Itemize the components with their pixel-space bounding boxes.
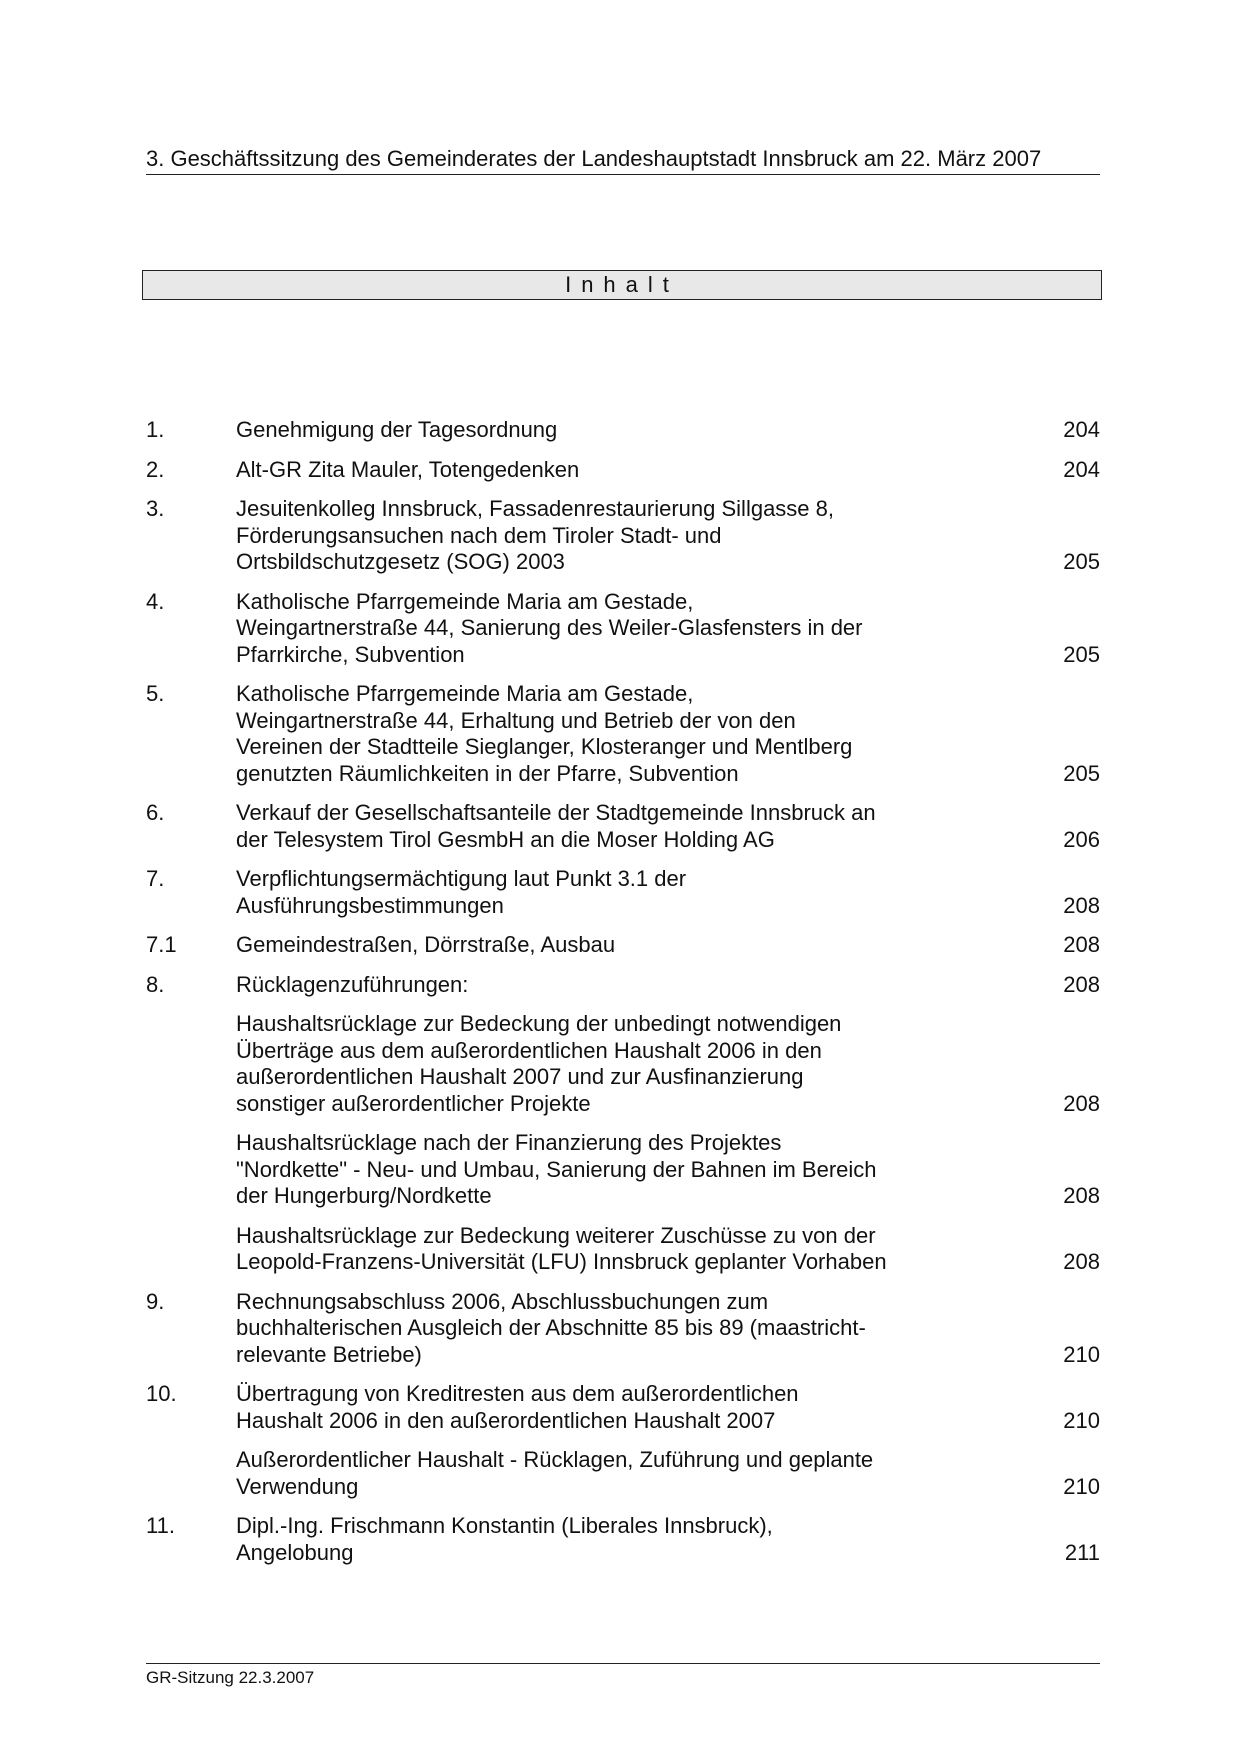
- toc-entry-line: "Nordkette" - Neu- und Umbau, Sanierung der Bahnen im Bereich: [236, 1156, 877, 1182]
- toc-entry-line: Weingartnerstraße 44, Sanierung des Weiler-Glasfensters in der: [236, 615, 863, 640]
- toc-entry-page: 208: [1063, 1183, 1100, 1208]
- toc-entry: [146, 972, 1100, 999]
- toc-entry: [146, 932, 1100, 959]
- toc-entry-number: 6.: [146, 800, 165, 825]
- toc-entry-page: 208: [1063, 1249, 1100, 1274]
- table-of-contents: [146, 417, 1100, 1579]
- toc-entry-line: Haushalt 2006 in den außerordentlichen Haushalt 2007: [236, 1407, 776, 1433]
- toc-entry-number: 9.: [146, 1288, 165, 1314]
- toc-entry-page: 211: [1064, 1539, 1100, 1565]
- toc-entry-line: Ausführungsbestimmungen: [236, 892, 504, 918]
- toc-entry: [146, 800, 1100, 853]
- toc-entry-text: Alt-GR Zita Mauler, Totengedenken: [236, 456, 580, 482]
- toc-entry-number: 7.1: [146, 932, 177, 957]
- toc-entry-text: [236, 1011, 1040, 1117]
- toc-entry-text: [236, 1381, 1040, 1434]
- toc-entry-line: Rechnungsabschluss 2006, Abschlussbuchungen zum: [236, 1288, 769, 1314]
- toc-entry-page: 208: [1063, 892, 1100, 918]
- toc-entry-line: Übertragung von Kreditresten aus dem außerordentlichen: [236, 1381, 799, 1406]
- toc-entry-page: 208: [1063, 971, 1100, 997]
- toc-entry-number: 3.: [146, 496, 165, 521]
- toc-entry-line: Leopold-Franzens-Universität (LFU) Innsbruck geplanter Vorhaben: [236, 1249, 887, 1274]
- toc-entry-line: Außerordentlicher Haushalt - Rücklagen, Zuführung und geplante: [236, 1447, 874, 1472]
- toc-entry-line: der Telesystem Tirol GesmbH an die Moser Holding AG: [236, 826, 775, 852]
- toc-entry-page: 208: [1063, 932, 1100, 957]
- toc-entry-line: Haushaltsrücklage nach der Finanzierung des Projektes: [236, 1130, 782, 1155]
- toc-entry-line: der Hungerburg/Nordkette: [236, 1183, 492, 1208]
- toc-entry-number: 7.: [146, 866, 165, 891]
- toc-entry-line: Verpflichtungsermächtigung laut Punkt 3.1 der: [236, 866, 687, 891]
- toc-entry-line: Dipl.-Ing. Frischmann Konstantin (Liberales Innsbruck),: [236, 1513, 773, 1538]
- toc-entry-page: 206: [1063, 826, 1100, 852]
- toc-entry: [146, 417, 1100, 444]
- toc-entry-page: 205: [1063, 549, 1100, 574]
- toc-entry-page: 210: [1063, 1473, 1100, 1499]
- toc-entry-line: Pfarrkirche, Subvention: [236, 641, 465, 667]
- toc-entry-line: Jesuitenkolleg Innsbruck, Fassadenrestaurierung Sillgasse 8,: [236, 496, 834, 521]
- toc-entry-line: Vereinen der Stadtteile Sieglanger, Klosteranger und Mentlberg: [236, 734, 853, 759]
- toc-entry-number: 4.: [146, 588, 165, 614]
- toc-entry-text: Gemeindestraßen, Dörrstraße, Ausbau: [236, 932, 616, 957]
- toc-entry-number: 8.: [146, 971, 165, 997]
- toc-entry-line: Haushaltsrücklage zur Bedeckung weiterer Zuschüsse zu von der: [236, 1222, 876, 1248]
- toc-entry-line: außerordentlichen Haushalt 2007 und zur Ausfinanzierung: [236, 1064, 804, 1089]
- footer-divider: [146, 1663, 1100, 1664]
- section-title: Inhalt: [565, 272, 679, 297]
- toc-entry-text: [236, 681, 1040, 787]
- toc-entry-text: Rücklagenzuführungen:: [236, 971, 469, 997]
- toc-entry-number: 1.: [146, 417, 165, 442]
- toc-entry-text: [236, 800, 1040, 853]
- toc-entry-line: Verwendung: [236, 1473, 359, 1499]
- toc-entry-line: Verkauf der Gesellschaftsanteile der Stadtgemeinde Innsbruck an: [236, 800, 876, 825]
- toc-entry-page: 208: [1063, 1090, 1100, 1116]
- toc-entry: [146, 496, 1100, 576]
- toc-entry-text: [236, 1447, 1040, 1500]
- toc-entry-text: [236, 1130, 1040, 1210]
- toc-entry: [146, 1289, 1100, 1369]
- page-footer: [146, 1668, 314, 1688]
- toc-entry-line: Angelobung: [236, 1539, 354, 1565]
- page-header: [146, 146, 1100, 175]
- toc-entry-text: [236, 496, 1040, 576]
- toc-entry: [146, 457, 1100, 484]
- toc-entry: [146, 1011, 1100, 1117]
- toc-entry-page: 204: [1063, 417, 1100, 442]
- toc-entry-number: 2.: [146, 456, 165, 482]
- toc-entry: [146, 1447, 1100, 1500]
- toc-entry-page: 205: [1063, 760, 1100, 786]
- toc-entry-text: [236, 866, 1040, 919]
- toc-entry-line: Förderungsansuchen nach dem Tiroler Stadt- und: [236, 522, 722, 548]
- toc-entry-line: relevante Betriebe): [236, 1341, 422, 1367]
- toc-entry-text: [236, 1513, 1040, 1566]
- toc-entry: [146, 1130, 1100, 1210]
- toc-entry: [146, 1513, 1100, 1566]
- toc-entry-line: Überträge aus dem außerordentlichen Haushalt 2006 in den: [236, 1037, 822, 1063]
- toc-entry-line: buchhalterischen Ausgleich der Abschnitte 85 bis 89 (maastricht-: [236, 1315, 866, 1340]
- toc-entry-text: [236, 1289, 1040, 1369]
- toc-entry-line: Katholische Pfarrgemeinde Maria am Gestade,: [236, 588, 694, 614]
- header-text: 3. Geschäftssitzung des Gemeinderates der Landeshauptstadt Innsbruck am 22. März 2007: [146, 146, 1042, 171]
- toc-entry: [146, 589, 1100, 669]
- toc-entry: [146, 681, 1100, 787]
- toc-entry-line: sonstiger außerordentlicher Projekte: [236, 1090, 591, 1116]
- toc-entry-text: Genehmigung der Tagesordnung: [236, 417, 558, 442]
- toc-entry: [146, 866, 1100, 919]
- footer-text: GR-Sitzung 22.3.2007: [146, 1668, 315, 1687]
- section-title-box: [142, 270, 1102, 300]
- toc-entry-number: 10.: [146, 1381, 177, 1406]
- toc-entry-line: Haushaltsrücklage zur Bedeckung der unbedingt notwendigen: [236, 1011, 842, 1036]
- toc-entry-line: Katholische Pfarrgemeinde Maria am Gestade,: [236, 681, 694, 706]
- toc-entry: [146, 1223, 1100, 1276]
- toc-entry-text: [236, 589, 1040, 669]
- toc-entry-page: 204: [1063, 456, 1100, 482]
- toc-entry-number: 5.: [146, 681, 165, 706]
- toc-entry-page: 210: [1063, 1407, 1100, 1433]
- toc-entry-line: Weingartnerstraße 44, Erhaltung und Betrieb der von den: [236, 707, 796, 733]
- toc-entry: [146, 1381, 1100, 1434]
- toc-entry-number: 11.: [146, 1513, 175, 1538]
- toc-entry-line: Ortsbildschutzgesetz (SOG) 2003: [236, 549, 565, 574]
- toc-entry-page: 210: [1063, 1341, 1100, 1367]
- toc-entry-page: 205: [1063, 641, 1100, 667]
- toc-entry-line: genutzten Räumlichkeiten in der Pfarre, Subvention: [236, 760, 739, 786]
- toc-entry-text: [236, 1223, 1040, 1276]
